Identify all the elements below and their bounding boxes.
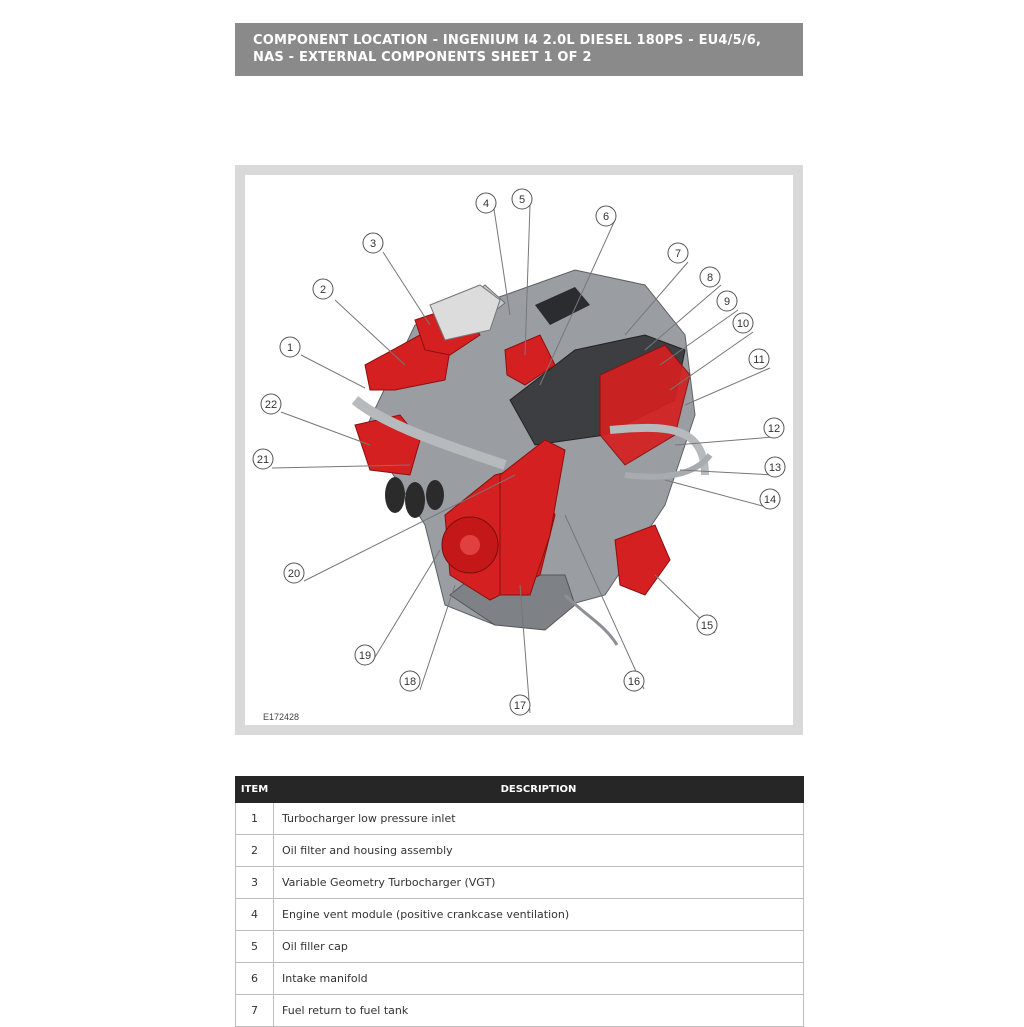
item-description: Fuel return to fuel tank xyxy=(274,995,804,1027)
engine-figure xyxy=(245,175,793,725)
callout-13 xyxy=(765,457,785,477)
table-row xyxy=(236,963,804,995)
callout-7 xyxy=(668,243,688,263)
callout-12 xyxy=(764,418,784,438)
callout-number: 17 xyxy=(513,700,527,712)
callout-5 xyxy=(512,189,532,209)
engine-figure-frame xyxy=(235,165,803,735)
callout-number: 1 xyxy=(286,342,294,354)
table-row xyxy=(236,899,804,931)
item-description: Engine vent module (positive crankcase ventilation) xyxy=(274,899,804,931)
callout-14 xyxy=(760,489,780,509)
item-number: 6 xyxy=(236,963,274,995)
callout-number: 10 xyxy=(736,318,750,330)
callout-22 xyxy=(261,394,281,414)
callout-number: 8 xyxy=(706,272,714,284)
table-row xyxy=(236,867,804,899)
callout-number: 20 xyxy=(287,568,301,580)
item-description: Oil filler cap xyxy=(274,931,804,963)
callout-number: 13 xyxy=(768,462,782,474)
callout-10 xyxy=(733,313,753,333)
callout-11 xyxy=(749,349,769,369)
table-row xyxy=(236,995,804,1027)
figure-reference-id: E172428 xyxy=(263,712,300,722)
description-column-header: DESCRIPTION xyxy=(274,777,804,803)
callout-number: 22 xyxy=(264,399,278,411)
callout-number: 21 xyxy=(256,454,270,466)
engine-drawing xyxy=(355,270,710,645)
callout-16 xyxy=(624,671,644,691)
engine-illustration xyxy=(245,175,793,725)
callout-number: 7 xyxy=(674,248,682,260)
callout-2 xyxy=(313,279,333,299)
callout-20 xyxy=(284,563,304,583)
page-title-line-1: COMPONENT LOCATION - INGENIUM I4 2.0L DIESEL 180PS - EU4/5/6, xyxy=(253,33,762,48)
callout-number: 18 xyxy=(403,676,417,688)
callout-number: 16 xyxy=(627,676,641,688)
callout-number: 2 xyxy=(319,284,327,296)
callout-number: 4 xyxy=(482,198,490,210)
callout-number: 11 xyxy=(753,354,765,366)
callout-4 xyxy=(476,193,496,213)
callout-number: 15 xyxy=(700,620,714,632)
callout-1 xyxy=(280,337,300,357)
item-number: 7 xyxy=(236,995,274,1027)
page-title-bar xyxy=(235,23,803,76)
callout-number: 9 xyxy=(723,296,731,308)
item-description: Intake manifold xyxy=(274,963,804,995)
item-number: 5 xyxy=(236,931,274,963)
item-description: Oil filter and housing assembly xyxy=(274,835,804,867)
callout-8 xyxy=(700,267,720,287)
item-number: 1 xyxy=(236,803,274,835)
item-description: Turbocharger low pressure inlet xyxy=(274,803,804,835)
table-header-row xyxy=(236,777,804,803)
component-table xyxy=(235,776,804,1027)
page-title-line-2: NAS - EXTERNAL COMPONENTS SHEET 1 OF 2 xyxy=(253,50,592,65)
callout-number: 12 xyxy=(767,423,781,435)
item-number: 4 xyxy=(236,899,274,931)
callout-19 xyxy=(355,645,375,665)
item-number: 2 xyxy=(236,835,274,867)
table-row xyxy=(236,803,804,835)
item-column-header: ITEM xyxy=(236,777,274,803)
callout-15 xyxy=(697,615,717,635)
callout-21 xyxy=(253,449,273,469)
callout-number: 3 xyxy=(369,238,377,250)
item-description: Variable Geometry Turbocharger (VGT) xyxy=(274,867,804,899)
callout-number: 6 xyxy=(602,211,610,223)
callout-number: 5 xyxy=(518,194,526,206)
callout-number: 19 xyxy=(358,650,372,662)
callout-6 xyxy=(596,206,616,226)
callout-number: 14 xyxy=(763,494,777,506)
item-number: 3 xyxy=(236,867,274,899)
callout-3 xyxy=(363,233,383,253)
callout-17 xyxy=(510,695,530,715)
table-row xyxy=(236,835,804,867)
callout-18 xyxy=(400,671,420,691)
callout-9 xyxy=(717,291,737,311)
table-row xyxy=(236,931,804,963)
